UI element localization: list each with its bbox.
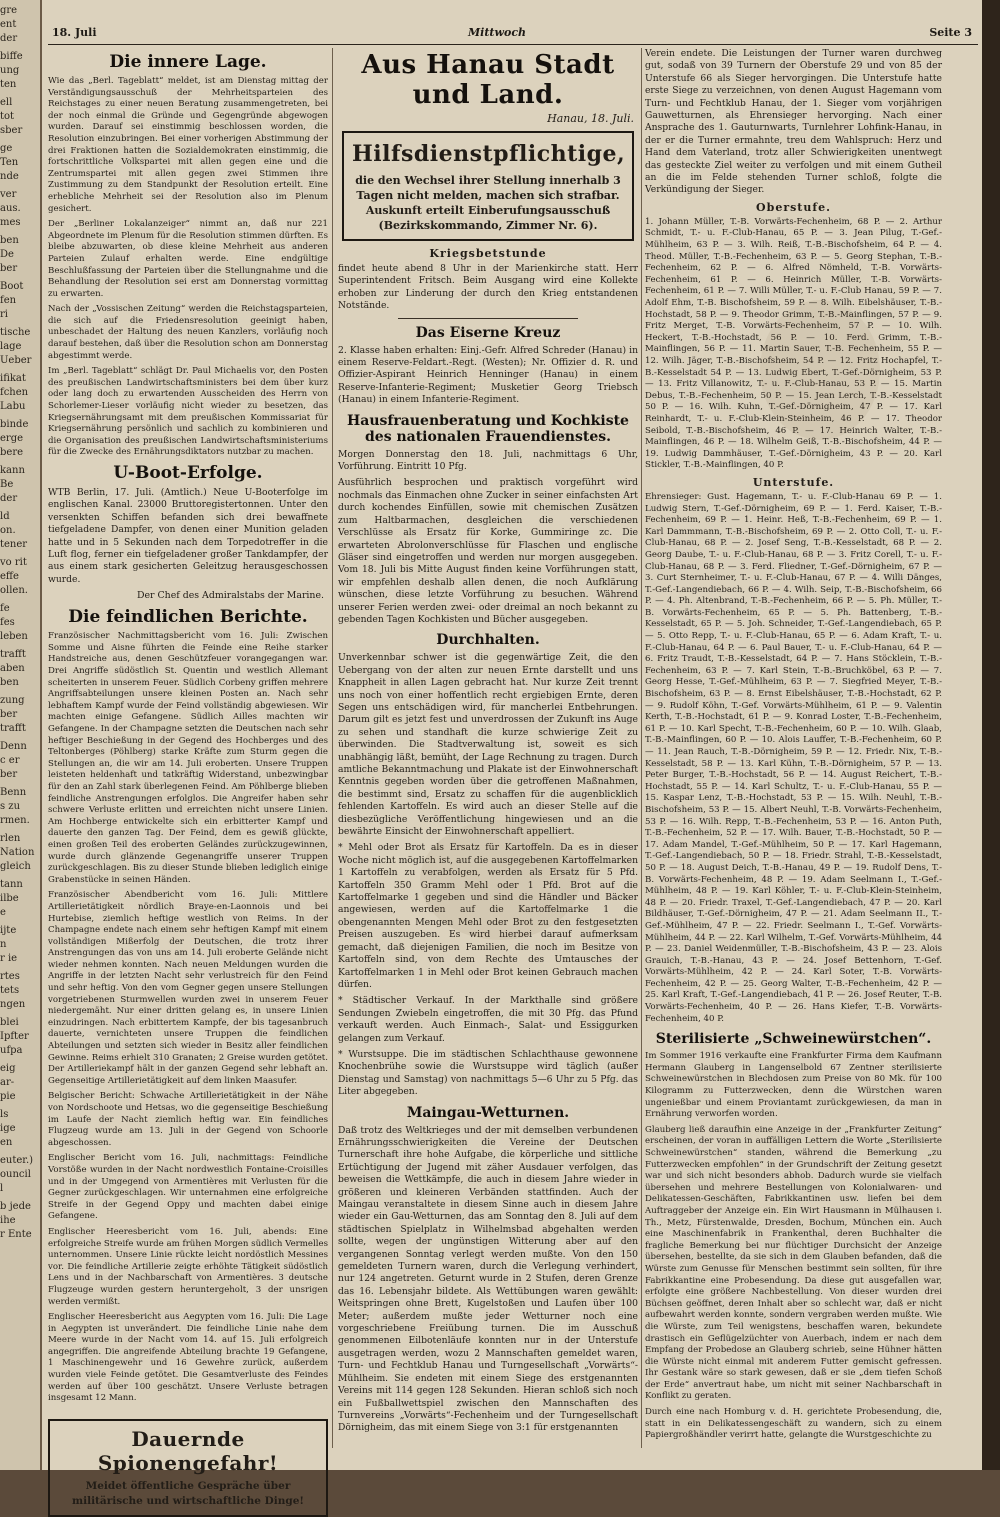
- headline-feindliche-berichte: Die feindlichen Berichte.: [68, 607, 308, 628]
- spine-fragment: aben: [0, 663, 25, 674]
- subheading-oberstufe: Oberstufe.: [756, 200, 831, 214]
- spine-fragment: rlen: [0, 833, 21, 844]
- article-paragraph: Im „Berl. Tageblatt“ schlägt Dr. Paul Michaelis vor, den Posten des preußischen Landwirtschaftsministers bei dem über kurz oder lang doch zu erwartenden Ausscheiden des Herrn von Schorlemer-Lieser vorläufig nicht wieder zu besetzen, das Kriegsernährungsamt mit dem preußischen Kommissariat für Kriegsernährung persönlich und sachlich zu kombinieren und die Organisation des preußischen Landwirtschaftsministeriums für die Zwecke des Ernährungsdiktators nutzbar zu machen.: [48, 366, 328, 458]
- spine-fragment: aus.: [0, 203, 21, 214]
- spine-fragment: eig: [0, 1063, 16, 1074]
- spine-fragment: fes: [0, 617, 15, 628]
- article-paragraph: Der „Berliner Lokalanzeiger“ nimmt an, daß nur 221 Abgeordnete im Plenum für die Resolution stimmen dürften. Es bleibe abzuwarten, ob diese kleine Mehrheit aus anderen Parteien Zulauf erhalten werde. Eine endgültige Beschlußfassung der Parteien über die Stellungnahme und die Behandlung der Resolution sei erst am Donnerstag vormittag zu erwarten.: [48, 219, 328, 299]
- headline-durchhalten: Durchhalten.: [436, 632, 540, 649]
- spine-fragment: ge: [0, 143, 13, 154]
- spine-fragment: rtes: [0, 971, 20, 982]
- article-paragraph: Englischer Heeresbericht vom 16. Juli, abends: Eine erfolgreiche Streife wurde am frühen Morgen südlich Vermelles unternommen. Unsere Linie rückte leicht nordöstlich Messines vor. Die feindliche Artillerie zeigte erhöhte Tätigkeit südöstlich Lens und in der Nachbarschaft von Armentières. 3 deutsche Flugzeuge wurden gestern heruntergeholt, 3 der unsrigen werden vermißt.: [48, 1226, 329, 1307]
- spine-fragment: ifikat: [0, 373, 26, 384]
- article-paragraph: * Mehl oder Brot als Ersatz für Kartoffeln. Da es in dieser Woche nicht möglich ist, auf die ausgegebenen Kartoffelmarken 1 Kartoffeln zu verabfolgen, werden als Ersatz für 5 Pfd. Kartoffeln 350 Gramm Mehl oder 1 Pfd. Brot auf die Kartoffelmarke 1 gegeben und sind die Händler und Bäcker angewiesen, werden auf die Kartoffelmarke 1 die obengenannten Mengen Mehl oder Brot zu den festgesetzten Preisen auszugeben. Es wird hierbei darauf aufmerksam gemacht, daß diejenigen Familien, die noch im Besitze von Kartoffeln sind, von dem Rechte des Umtausches der Kartoffelmarken 1 in Mehl oder Brot keinen Gebrauch machen dürfen.: [338, 842, 638, 990]
- subheading: Kriegsbetstunde: [429, 247, 547, 260]
- notice-box-spionage: [48, 1419, 328, 1517]
- headline-u-boot: U-Boot-Erfolge.: [113, 463, 263, 483]
- spine-fragment: ngen: [0, 999, 26, 1010]
- article-paragraph: Verein endete. Die Leistungen der Turner waren durchweg gut, sodaß von 39 Turnern der Oberstufe 29 und von 85 der Unterstufe 66 als Sieger hervorgingen. Die Unterstufe hatte erste Siege zu verzeichnen, von denen August Hagemann vom Turn- und Fechtklub Hanau, der 1. Sieger vom vorjährigen Gauwetturnen, als Ehrensieger hervorging. Nach einer Ansprache des 1. Gauturnwarts, Turnlehrer Lohfink-Hanau, in der er die Turner ermahnte, treu dem Wahlspruch: Herz und Hand dem Vaterland, trotz aller Schwierigkeiten unentwegt das gesteckte Ziel weiter zu verfolgen und mit einem Gutheil an die im Felde stehenden Turner schloß, folgte die Verkündigung der Sieger.: [645, 48, 942, 196]
- article-paragraph: Morgen Donnerstag den 18. Juli, nachmittags 6 Uhr, Vorführung. Eintritt 10 Pfg.: [338, 448, 638, 473]
- spine-fragment: bere: [0, 447, 24, 458]
- article-paragraph: Wie das „Berl. Tageblatt“ meldet, ist am Dienstag mittag der Verständigungsausschuß der Mehrheitsparteien des Reichstages zu einer neuen Beratung zusammengetreten, bei der noch einmal die Gründe und Gegengründe abgewogen wurden. Darauf sei einstimmig beschlossen worden, die Resolution einzubringen. Bei einer vorherigen Abstimmung der drei Fraktionen hatten die Sozialdemokraten einstimmig, die fortschrittliche Volkspartei mit allen gegen eine und die Zentrumspartei mit allen gegen zwei Stimmen ihre Zustimmung zu dem Standpunkt der Resolution erteilt. Eine erhebliche Mehrheit sei der Resolution also im Plenum gesichert.: [48, 76, 328, 214]
- spine-fragment: ilbe: [0, 893, 19, 904]
- spine-fragment: ld: [0, 511, 10, 522]
- spine-fragment: tener: [0, 539, 28, 550]
- notice-text: Meidet öffentliche Gespräche über militärische und wirtschaftliche Dinge!: [71, 1479, 304, 1507]
- headline-wetturnen: Maingau-Wetturnen.: [406, 1104, 570, 1121]
- article-paragraph: Im Sommer 1916 verkaufte eine Frankfurter Firma dem Kaufmann Hermann Glauberg in Langenselbold 67 Zentner sterilisierte Schweinewürstchen in Blechdosen zum Preise von 80 Mk. für 100 Kilogramm zu Futterzwecken, denn die Würstchen waren ungenießbar und einem Proviantamt zurückgewiesen, da man in Ernährung verworfen worden.: [645, 1051, 942, 1120]
- article-paragraph: Belgischer Bericht: Schwache Artillerietätigkeit in der Nähe von Nordschoote und Hetsas, wo die gegenseitige Beschießung im Laufe der Nacht ziemlich heftig war. Ein feindliches Flugzeug wurde am 13. Juli in der Gegend von Schoorle abgeschossen.: [48, 1091, 328, 1148]
- spine-fragment: fe: [0, 603, 10, 614]
- column-1: [48, 48, 328, 1517]
- spine-fragment: Ten: [0, 157, 19, 168]
- spine-fragment: ben: [0, 235, 19, 246]
- article-paragraph: Daß trotz des Weltkrieges und der mit demselben verbundenen Ernährungsschwierigkeiten die Vereine der Deutschen Turnerschaft ihre hohe Aufgabe, die körperliche und sittliche Ertüchtigung der Jugend mit zäher Ausdauer verfolgen, das beweisen die Wettkämpfe, die auch in diesem Jahre wieder in größeren und kleineren Verbänden stattfinden. Auch der Maingau veranstaltete in diesem Sinne auch in diesem Jahre wieder ein Gau-Wetturnen, das am Sonntag den 8. Juli auf dem städtischen Spielplatz in Wilhelmsbad abgehalten werden sollte, wegen der ungünstigen Witterung aber auf den vergangenen Sonntag verlegt werden mußte. Von den 150 gemeldeten Turnern waren, durch die Verlegung verhindert, nur 124 angetreten. Geturnt wurde in 2 Stufen, deren Grenze das 16. Lebensjahr bildete. Als Wettübungen waren gewählt: Weitspringen ohne Brett, Kugelstoßen und Laufen über 100 Meter; außerdem mußte jeder Wetturner noch eine vorgeschriebene Freiübung turnen. Die im Ausschuß genommenen Eilbotenläufe konnten nur in der Unterstufe ausgetragen werden, wozu 2 Mannschaften gemeldet waren, Turn- und Fechtklub Hanau und Turngesellschaft „Vorwärts“-Mühlheim. Sie endeten mit einem Siege des erstgenannten Vereins mit 114 gegen 128 Sekunden. Hieran schloß sich noch ein Fußballwettspiel zwischen den Mannschaften des Turnvereins „Vorwärts“-Fechenheim und der Turngesellschaft Dörnigheim, das mit einem Siege von 3:1 für erstgenannten: [338, 1124, 638, 1434]
- spine-fragment: pie: [0, 1091, 16, 1102]
- spine-fragment: lage: [0, 341, 22, 352]
- spine-fragment: ls: [0, 1109, 9, 1120]
- spine-fragment: ihe: [0, 1215, 16, 1226]
- dateline: Hanau, 18. Juli.: [547, 112, 634, 125]
- spine-fragment: Denn: [0, 741, 27, 752]
- paper-stain: [760, 300, 880, 440]
- article-paragraph: * Städtischer Verkauf. In der Markthalle sind größere Sendungen Zwiebeln eingetroffen, die mit 30 Pfg. das Pfund verkauft werden. Auch Einmach-, Salat- und Essiggurken gelangen zum Verkauf.: [338, 995, 638, 1044]
- notice-title: Dauernde Spionengefahr!: [97, 1426, 279, 1475]
- spine-fragment: ouncil: [0, 1169, 31, 1180]
- header-weekday: Mittwoch: [468, 26, 527, 39]
- spine-fragment: mes: [0, 217, 21, 228]
- spine-fragment: tot: [0, 111, 15, 122]
- column-3: [645, 48, 942, 1446]
- spine-fragment: kann: [0, 465, 25, 476]
- spine-fragment: trafft: [0, 649, 26, 660]
- spine-fragment: sber: [0, 125, 23, 136]
- spine-fragment: zung: [0, 695, 25, 706]
- spine-fragment: vo rit: [0, 557, 27, 568]
- spine-fragment: Nation: [0, 847, 35, 858]
- spine-fragment: der: [0, 493, 18, 504]
- section-title-hanau: Aus Hanau Stadt und Land.: [361, 50, 615, 110]
- binding-shadow: [982, 0, 1000, 1470]
- article-paragraph: Englischer Bericht vom 16. Juli, nachmittags: Feindliche Vorstöße wurden in der Nacht nordwestlich Fontaine-Croisilles und in der Umgegend von Armentières mit Verlusten für die Gegner zurückgeschlagen. Wir unternahmen eine erfolgreiche Streife in der Gegend Oppy und machten dabei einige Gefangene.: [48, 1153, 328, 1222]
- headline-schweinewuerstchen: Sterilisierte „Schweinewürstchen“.: [655, 1031, 932, 1048]
- spine-fragment: biffe: [0, 51, 23, 62]
- spine-fragment: ige: [0, 1123, 16, 1134]
- article-paragraph: Glauberg ließ daraufhin eine Anzeige in der „Frankfurter Zeitung“ erscheinen, der voran in auffälligen Lettern die Worte „Sterilisierte Schweinewürstchen“ standen, während die Bemerkung „zu Futterzwecken empfohlen“ in der Grundschrift der Zeitung gesetzt war und sich nicht besonders abhob. Dadurch wurde sie vielfach übersehen und mehrere Bestellungen von Kolonialwaren- und Delikatessen-Geschäften, Fabrikkantinen usw. liefen bei dem Auftraggeber der Anzeige ein. Ein Wirt Hausmann in Mülhausen i. Th., Metz, Fürstenwalde, Dresden, Bochum, München ein. Auch eine Maschinenfabrik in Frankenthal, deren Buchhalter die fragliche Bemerkung bei nur flüchtiger Durchsicht der Anzeige übersehen, bestellte, da sie sich in dem Glauben befanden, daß die Würste zum Genusse für Menschen bestimmt sein sollten, für ihre Fabrikkantine eine Probesendung. Da diese gut ausgefallen war, erfolgte eine größere Nachbestellung. Von dieser wurden drei Büchsen geöffnet, deren Inhalt aber so schlecht war, daß er nicht aufbewahrt werden konnte, sondern vergraben werden mußte. Wie die Würste, zum Teil wenigstens, beschaffen waren, bekundete drastisch ein Geflügelzüchter von Auerbach, indem er nach dem Empfang der Probedose an Glauberg schrieb, seine Hühner hätten die Würste nicht einmal mit anderem Futter gemischt gefressen. Ihr Gestank wäre so stark gewesen, daß er sie „dem tiefen Schoß der Erde“ anvertraut habe, um nicht mit seiner Nachbarschaft in Konflikt zu geraten.: [645, 1124, 942, 1402]
- column-2: [338, 48, 638, 1439]
- spine-fragment: b jede: [0, 1201, 31, 1212]
- article-paragraph: Ausführlich besprochen und praktisch vorgeführt wird nochmals das Einmachen ohne Zucker in seiner einfachsten Art durch kochendes Einfüllen, sowie mit chemischen Zusätzen zum Haltbarmachen, desgleichen die verschiedenen Verschlüsse als Ersatz für Korke, Gummiringe zc. Die erwarteten Abrolonverschlüsse für Flaschen und englische Gläser sind eingetroffen und werden nur morgen ausgegeben. Vom 18. Juli bis Mitte August finden keine Vorführungen statt, wir empfehlen deshalb allen denen, die noch Aufklärung wünschen, diese letzte Vorführung zu besuchen. Während unserer Ferien werden zwei- oder dreimal an noch bekannt zu gebenden Tagen Kochkisten und Bücher ausgegeben.: [338, 477, 638, 625]
- spine-fragment: l: [0, 1183, 4, 1194]
- spine-fragment: ijte: [0, 925, 17, 936]
- headline-innere-lage: Die innere Lage.: [109, 52, 267, 72]
- spine-fragment: effe: [0, 571, 19, 582]
- spine-fragment: tets: [0, 985, 20, 996]
- page-header: [48, 26, 978, 45]
- spine-fragment: ver: [0, 189, 17, 200]
- spine-fragment: s zu: [0, 801, 21, 812]
- divider: [398, 318, 578, 319]
- spine-fragment: Be: [0, 479, 14, 490]
- spine-fragment: gleich: [0, 861, 31, 872]
- spine-fragment: ben: [0, 677, 19, 688]
- spine-fragment: ufpa: [0, 1045, 23, 1056]
- spine-fragment: trafft: [0, 723, 26, 734]
- spine-fragment: Ipfter: [0, 1031, 29, 1042]
- spine-fragment: ung: [0, 65, 20, 76]
- spine-fragment: fen: [0, 295, 17, 306]
- results-list: 1. Johann Müller, T.-B. Vorwärts-Fechenheim, 68 P. — 2. Arthur Schmidt, T.- u. F.-Club-Hanau, 65 P. — 3. Jean Pilug, T.-Gef.-Mühlheim, 63 P. — 3. Wilh. Reiß, T.-B.-Bischofsheim, 64 P. — 4. Theod. Müller, T.-B.-Fechenheim, 63 P. — 5. Georg Stephan, T.-B.-Fechenheim, 62 P. — 6. Alfred Nömheld, T.-B. Vorwärts-Fechenheim, 61 P. — 6. Heinrich Müller, T.-B. Vorwärts-Fechenheim, 61 P. — 7. Willi Müller, T.- u. F.-Club Hanau, 59 P. — 7. Adolf Ehm, T.-B. Bischofsheim, 59 P. — 8. Wilh. Eibelshäuser, T.-B.-Hochstadt, 58 P. — 9. Theodor Grimm, T.-B.-Mainflingen, 57 P. — 9. Fritz Merget, T.-B. Vorwärts-Fechenheim, 57 P. — 10. Wilh. Heckert, T.-B.-Hochstadt, 56 P. — 10. Ferd. Grimm, T.-B.-Mainflingen, 56 P. — 11. Martin Sauer, T.-B. Fechenheim, 55 P. — 12. Wilh. Jäger, T.-B.-Bischofsheim, 54 P. — 12. Fritz Hochapfel, T.-B.-Kesselstadt 54 P. — 13. Ludwig Ebert, T.-Gef.-Dörnigheim, 53 P. — 13. Fritz Villanowitz, T.- u. F.-Club-Hanau, 53 P. — 15. Martin Debus, T.-B.-Fechenheim, 50 P. — 15. Jean Lerch, T.-B.-Kesselstadt 50 P. — 16. Wilh. Kuhn, T.-Gef.-Dörnigheim, 47 P. — 17. Karl Reinhardt, T.- u. F.-Club-Klein-Steinheim, 46 P. — 17. Theodor Seibold, T.-B.-Bischofsheim, 46 P. — 17. Heinrich Walter, T.-B.-Mainflingen, 46 P. — 18. Wilhelm Geiß, T.-B.-Bischofsheim, 44 P. — 19. Ludwig Dammhäuser, T.-Gef.-Dörnigheim, 43 P. — 20. Karl Stickler, T.-B.-Mainflingen, 40 P.: [645, 216, 942, 471]
- headline-eiserne-kreuz: Das Eiserne Kreuz: [415, 324, 561, 341]
- results-list: Ehrensieger: Gust. Hagemann, T.- u. F.-Club-Hanau 69 P. — 1. Ludwig Stern, T.-Gef.-Dörnigheim, 69 P. — 1. Ferd. Kaiser, T.-B.-Fechenheim, 69 P. — 1. Heinr. Heß, T.-B.-Fechenheim, 69 P. — 1. Karl Dammmann, T.-B.-Bischofsheim, 69 P. — 2. Otto Coll, T.- u. F.-Club-Hanau, 68 P. — 2. Josef Seng, T.-B.-Kesselstadt, 68 P. — 2. Georg Daube, T.- u. F.-Club-Hanau, 68 P. — 3. Fritz Corell, T.- u. F.-Club-Hanau, 68 P. — 3. Ferd. Fliedner, T.-Gef.-Dörnigheim, 67 P. — 3. Curt Sternheimer, T.- u. F.-Club-Hanau, 67 P. — 4. Willi Dänges, T.-Gef.-Langendiebach, 66 P. — 4. Wilh. Seip, T.-B.-Bischofsheim, 66 P. — 4. Ph. Altenbrand, T.-B.-Fechenheim, 66 P. — 5. Ph. Müller, T.-B. Vorwärts-Fechenheim, 65 P. — 5. Ph. Battenberg, T.-B.-Kesselstadt, 65 P. — 5. Joh. Schneider, T.-Gef.-Langendiebach, 65 P. — 5. Otto Repp, T.- u. F.-Club-Hanau, 65 P. — 6. Adam Kraft, T.- u. F.-Club-Hanau, 64 P. — 6. Paul Bauer, T.- u. F.-Club-Hanau, 64 P. — 6. Fritz Traudt, T.-B.-Kesselstadt, 64 P. — 7. Hans Stöcklein, T.-B.-Fechenheim, 63 P. — 7. Karl Stein, T.-B.-Bruchköbel, 63 P. — 7. Georg Hesse, T.-Gef.-Mühlheim, 63 P. — 7. Siegfried Meyer, T.-B.-Bischofsheim, 63 P. — 8. Ernst Eibelshäuser, T.-B.-Hochstadt, 62 P. — 9. Rudolf Köhn, T.-Gef. Vorwärts-Mühlheim, 61 P. — 9. Valentin Kerth, T.-B.-Hochstadt, 61 P. — 9. Konrad Loster, T.-B.-Fechenheim, 61 P. — 10. Karl Specht, T.-B.-Fechenheim, 60 P. — 10. Wilh. Glaab, T.-B.-Mainflingen, 60 P. — 10. Alois Lauffer, T.-B.-Fechenheim, 60 P. — 11. Jean Rauch, T.-B.-Dörnigheim, 59 P. — 12. Friedr. Nix, T.-B.-Kesselstadt, 58 P. — 13. Karl Kühn, T.-B.-Dörnigheim, 57 P. — 13. Peter Burger, T.-B.-Hochstadt, 56 P. — 14. August Reichert, T.-B.-Hochstadt, 55 P. — 14. Karl Schultz, T.- u. F.-Club-Hanau, 55 P. — 15. Kaspar Lenz, T.-B.-Hochstadt, 53 P. — 15. Wilh. Neuhl, T.-B.-Bischofsheim, 53 P. — 15. Albert Neuhl, T.-B. Vorwärts-Fechenheim, 53 P. — 16. Wilh. Repp, T.-B.-Fechenheim, 53 P. — 16. Anton Puth, T.-B.-Fechenheim, 52 P. — 17. Wilh. Bauer, T.-B.-Hochstadt, 50 P. — 17. Adam Mandel, T.-Gef.-Mühlheim, 50 P. — 17. Karl Hagemann, T.-Gef.-Langendiebach, 50 P. — 18. Friedr. Strahl, T.-B.-Kesselstadt, 50 P. — 18. August Deich, T.-B.-Hanau, 49 P. — 19. Rudolf Dens, T.-B. Vorwärts-Fechenheim, 48 P. — 19. Adam Seelmann I., T.-Gef.-Mühlheim, 48 P. — 19. Karl Köhler, T.- u. F.-Club-Klein-Steinheim, 48 P. — 20. Friedr. Traxel, T.-Gef.-Langendiebach, 47 P. — 20. Karl Bildhäuser, T.-Gef.-Dörnigheim, 47 P. — 21. Adam Seelmann II., T.-Gef.-Mühlheim, 47 P. — 22. Friedr. Seelmann I., T.-Gef. Vorwärts-Mühlheim, 44 P. — 22. Karl Wilhelm, T.-Gef. Vorwärts-Mühlheim, 44 P. — 23. Daniel Weidenmüller, T.-B.-Bischofsheim, 43 P. — 23. Alois Grauich, T.-B.-Hanau, 43 P. — 24. Josef Bettenhorn, T.-Gef. Vorwärts-Mühlheim, 42 P. — 24. Karl Soter, T.-B. Vorwärts-Fechenheim, 42 P. — 25. Georg Walter, T.-B.-Fechenheim, 42 P. — 25. Karl Kraft, T.-Gef.-Langendiebach, 41 P. — 26. Josef Reuter, T.-B. Vorwärts-Fechenheim, 40 P. — 26. Hans Kiefer, T.-B. Vorwärts-Fechenheim, 40 P.: [645, 491, 942, 1024]
- headline-hausfrauenberatung: Hausfrauenberatung und Kochkiste des nationalen Frauendienstes.: [347, 412, 629, 445]
- spine-fragment: Boot: [0, 281, 24, 292]
- notice-box-hilfsdienst: [342, 131, 634, 241]
- spine-fragment: fchen: [0, 387, 29, 398]
- article-paragraph: Durch eine nach Homburg v. d. H. gerichtete Probesendung, die, statt in ein Delikatessengeschäft zu wandern, sich zu einem Papiergroßhändler verirrt hatte, gelangte die Wurstgeschichte zu: [645, 1407, 942, 1441]
- spine-fragment: ber: [0, 769, 18, 780]
- column-rule: [641, 48, 642, 1448]
- notice-title: Hilfsdienstpflichtige,: [352, 141, 626, 167]
- spine-fragment: ollen.: [0, 585, 28, 596]
- spine-fragment: blei: [0, 1017, 19, 1028]
- spine-fragment: r Ente: [0, 1229, 32, 1240]
- spine-fragment: nde: [0, 171, 19, 182]
- spine-fragment: e: [0, 907, 6, 918]
- spine-fragment: c er: [0, 755, 20, 766]
- spine-fragment: gre: [0, 5, 18, 16]
- subheading-unterstufe: Unterstufe.: [752, 475, 835, 489]
- article-paragraph: * Wurstsuppe. Die im städtischen Schlachthause gewonnene Knochenbrühe sowie die Wurstsuppe wird täglich (außer Dienstag und Samstag) von nachmittags 5—6 Uhr zu 5 Pfg. das Liter abgegeben.: [338, 1048, 638, 1098]
- spine-fragment: en: [0, 1137, 13, 1148]
- article-paragraph: Französischer Abendbericht vom 16. Juli: Mittlere Artillerietätigkeit nördlich Braye-en-Laonnois und bei Hurtebise, ziemlich heftige westlich von Reims. In der Champagne endete nach einem sehr heftigen Kampf mit einem vollständigen Mißerfolg der Deutschen, die trotz ihrer Anstrengungen das von uns am 14. Juli eroberte Gelände nicht wieder nehmen konnten. Nach neuen Meldungen wurden die Angriffe in der letzten Nacht sehr verlustreich für den Feind und sehr heftig. Von den vom Gegner gegen unsere Stellungen vorgetriebenen Sturmwellen wurden zwei in unserem Feuer niedergemäht. Nur einer dritten gelang es, in unsere Linien einzudringen. Nach erbittertem Kampfe, der bis tagesanbruch dauerte, vernichteten unsere Truppen die feindlichen Abteilungen und setzten sich wieder in Besitz aller feindlichen Gewinne. Reims erhielt 310 Granaten; 2 Greise wurden getötet. Der Artilleriekampf hält in der ganzen Gegend sehr lebhaft an. Gegenseitige Artillerietätigkeit auf dem linken Maasufer.: [48, 890, 328, 1086]
- adjacent-page-edge: [0, 0, 42, 1470]
- article-paragraph: 2. Klasse haben erhalten: Einj.-Gefr. Alfred Schreder (Hanau) in einem Reserve-Feldart.-Regt. (Westen); Nr. Offizier d. R. und Offizier-Aspirant Heinrich Henninger (Hanau) in einem Reserve-Infanterie-Regiment; Musketier Georg Triebsch (Hanau) in einem Infanterie-Regiment.: [338, 344, 638, 406]
- notice-text: die den Wechsel ihrer Stellung innerhalb 3 Tagen nicht melden, machen sich strafbar. Auskunft erteilt Einberufungsausschuß (Bezirkskommando, Zimmer Nr. 6).: [355, 174, 621, 232]
- article-paragraph: Nach der „Vossischen Zeitung“ werden die Reichstagsparteien, die sich auf die Friedensresolution geeinigt haben, unbeschadet der Haltung des neuen Kanzlers, vorläufig noch darauf bestehen, daß über die Resolution schon am Donnerstag abgestimmt werde.: [48, 304, 328, 361]
- spine-fragment: Ueber: [0, 355, 32, 366]
- spine-fragment: tische: [0, 327, 31, 338]
- spine-fragment: ell: [0, 97, 13, 108]
- paper-stain: [420, 820, 580, 940]
- spine-fragment: n: [0, 939, 7, 950]
- article-paragraph: findet heute abend 8 Uhr in der Marienkirche statt. Herr Superintendent Fritsch. Beim Ausgang wird eine Kollekte erhoben zur Linderung der durch den Krieg entstandenen Notstände.: [338, 263, 638, 312]
- signature-line: Der Chef des Admiralstabs der Marine.: [136, 590, 324, 602]
- spine-fragment: ten: [0, 79, 17, 90]
- spine-fragment: r ie: [0, 953, 18, 964]
- article-paragraph: Unverkennbar schwer ist die gegenwärtige Zeit, die den Uebergang von der alten zur neuen Ernte darstellt und uns Knappheit in allen Lagen gebracht hat. Nur kurze Zeit trennt uns noch von einer hoffentlich recht ergiebigen Ernte, deren Segen uns entschädigen wird, für mancherlei Entbehrungen. Darum gilt es jetzt fest und unverdrossen der Zukunft ins Auge zu sehen und standhaft die kurze schwierige Zeit zu überwinden. Die Stadtverwaltung ist, soweit es sich unabhängig läßt, bemüht, der Lage Rechnung zu tragen. Durch amtliche Bekanntmachung und Plakate ist der Einwohnerschaft Kenntnis gegeben worden über die getroffenen Maßnahmen, die bestimmt sind, Ersatz zu schaffen für die augenblicklich fehlenden Kartoffeln. Es wird auch an dieser Stelle auf die diesbezügliche Veröffentlichung hingewiesen und an die bewährte Einsicht der Einwohnerschaft appelliert.: [338, 652, 638, 838]
- spine-fragment: der: [0, 33, 18, 44]
- spine-fragment: euter.): [0, 1155, 34, 1166]
- spine-fragment: tann: [0, 879, 23, 890]
- article-paragraph: WTB Berlin, 17. Juli. (Amtlich.) Neue U-Booterfolge im englischen Kanal. 23000 Bruttoregistertonnen. Unter den versenkten Schiffen befanden sich drei bewaffnete tiefgeladene Dampfer, von denen einer Munition geladen hatte und in 5 Sekunden nach dem Torpedotreffer in die Luft flog, ferner ein tiefgeladener großer Tankdampfer, der aus einem stark gesicherten Geleitzug herausgeschossen wurde.: [48, 487, 328, 585]
- article-paragraph: Englischer Heeresbericht aus Aegypten vom 16. Juli: Die Lage in Aegypten ist unverändert. Die feindliche Linie nahe dem Meere wurde in der Nacht vom 14. auf 15. Juli erfolgreich angegriffen. Die angreifende Abteilung brachte 19 Gefangene, 1 Maschinengewehr und 16 Gewehre zurück, außerdem wurden viele Feinde getötet. Die Gesamtverluste des Feindes werden auf über 100 geschätzt. Unsere Verluste betragen insgesamt 12 Mann.: [48, 1312, 328, 1404]
- spine-fragment: De: [0, 249, 14, 260]
- spine-fragment: erge: [0, 433, 24, 444]
- spine-fragment: Labu: [0, 401, 26, 412]
- spine-fragment: on.: [0, 525, 16, 536]
- spine-fragment: ri: [0, 309, 8, 320]
- spine-fragment: ent: [0, 19, 17, 30]
- spine-fragment: rmen.: [0, 815, 30, 826]
- spine-fragment: binde: [0, 419, 29, 430]
- spine-fragment: ar-: [0, 1077, 15, 1088]
- spine-fragment: ber: [0, 709, 18, 720]
- spine-fragment: ber: [0, 263, 18, 274]
- article-paragraph: Französischer Nachmittagsbericht vom 16. Juli: Zwischen Somme und Aisne führten die Feinde eine Reihe starker Handstreiche aus, denen Geschützfeuer vorangegangen war. Drei Angriffe südöstlich St. Quentin und westlich Allemant scheiterten in unserem Feuer. Südlich Corbeny griffen mehrere Angriffsabteilungen unsere kleinen Posten an. Nach sehr lebhaftem Kampf wurde der Feind vollständig abgewiesen. Wir machten einige Gefangene. Südlich Ailles machten wir Gefangene. In der Champagne setzten die Deutschen nach sehr heftiger Beschießung in der Gegend des Hochberges und des Teltonberges (Pöhlberg) starke Kräfte zum Sturm gegen die Stellungen an, die wir am 14. Juli eroberten. Unsere Truppen leisteten heldenhaft und tatkräftig Widerstand, unbezwingbar für den an Zahl stark überlegenen Feind. Am Pöhlberge blieben feindliche Anstrengungen erfolglos. Die Angreifer haben sehr schwere Verluste erlitten und erreichten nicht unsere Linien. Am Hochberge entwickelte sich ein erbitterter Kampf und dauerte den ganzen Tag. Der Feind, dem es gewiß glückte, einen großen Teil des eroberten Geländes zurückzugewinnen, wurde durch glänzende Gegenangriffe unserer Truppen zurückgeschlagen. Bis zu dieser Stunde blieben lediglich einige Grabenstücke in seinen Händen.: [48, 631, 328, 885]
- spine-fragment: Benn: [0, 787, 27, 798]
- header-date: 18. Juli: [52, 26, 97, 39]
- column-rule: [332, 48, 333, 1448]
- spine-fragment: leben: [0, 631, 28, 642]
- header-page-number: Seite 3: [929, 26, 972, 39]
